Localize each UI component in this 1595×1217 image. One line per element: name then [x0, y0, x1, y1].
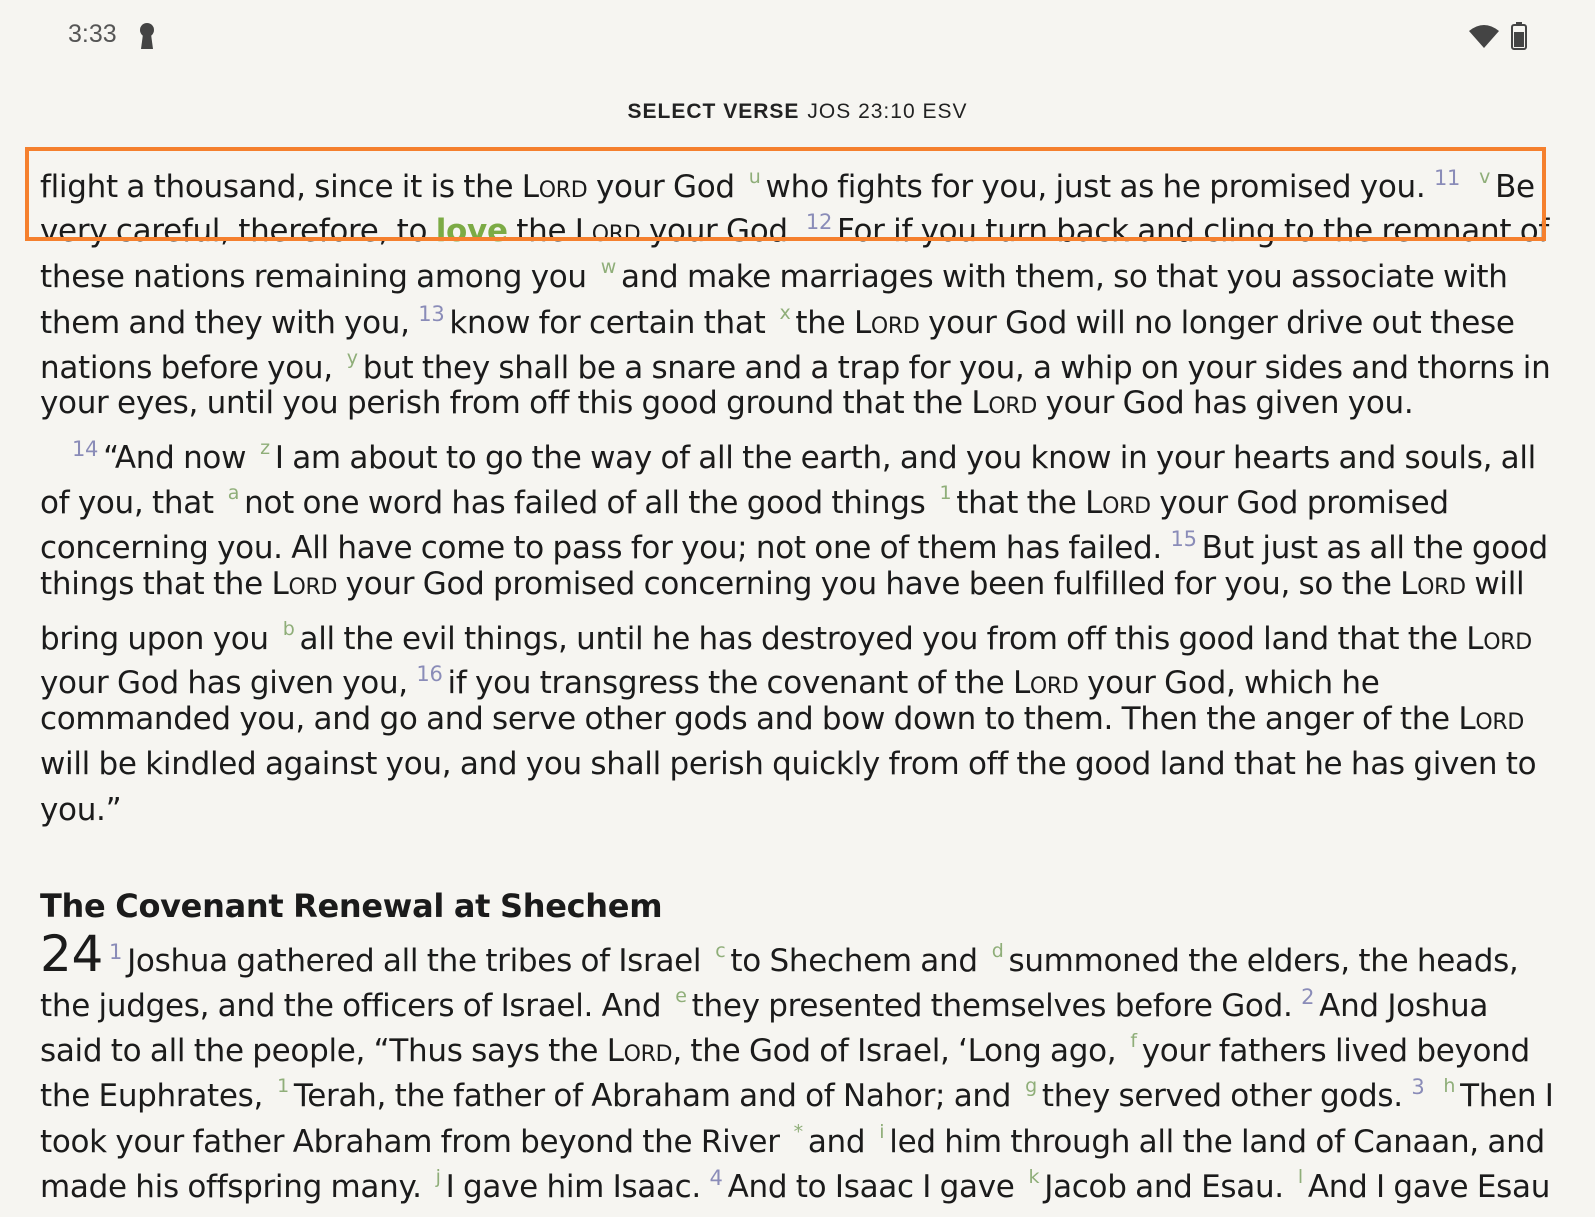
- text-line[interactable]: [40, 562, 1540, 607]
- text-line[interactable]: [40, 652, 1540, 702]
- verse-text[interactable]: them and they with you,: [40, 304, 410, 341]
- verse-text[interactable]: your God will no longer drive out these: [919, 304, 1515, 341]
- verse-number[interactable]: 15: [1170, 526, 1197, 551]
- divine-name[interactable]: Lord: [1458, 701, 1525, 738]
- header-label: SELECT VERSE: [627, 100, 800, 123]
- footnote-marker[interactable]: v: [1479, 166, 1491, 188]
- footnote-marker[interactable]: 1: [277, 1075, 289, 1098]
- verse-text[interactable]: nations before you,: [40, 349, 333, 386]
- verse-text[interactable]: And I gave Esau: [1307, 1168, 1551, 1205]
- footnote-marker[interactable]: 1: [939, 482, 952, 505]
- scripture-text[interactable]: [40, 155, 1554, 1205]
- verse-number[interactable]: 14: [72, 437, 99, 462]
- verse-text[interactable]: I gave him Isaac.: [445, 1168, 701, 1205]
- footnote-marker[interactable]: *: [793, 1120, 803, 1143]
- verse-text[interactable]: took your father Abraham from beyond the River: [40, 1123, 780, 1160]
- verse-number[interactable]: 11: [1433, 166, 1461, 190]
- text-line[interactable]: [40, 471, 1540, 522]
- text-line[interactable]: [40, 291, 1540, 341]
- verse-text[interactable]: that the: [956, 485, 1086, 522]
- verse-number[interactable]: 3: [1411, 1075, 1425, 1100]
- verse-text[interactable]: Terah, the father of Abraham and of Nahor; and: [293, 1078, 1012, 1115]
- verse-text[interactable]: your God has given you,: [40, 665, 408, 702]
- verse-text[interactable]: concerning you. All have come to pass for you; not one of them has failed.: [40, 529, 1162, 566]
- verse-text[interactable]: For if you turn back and cling to the remnant of: [837, 213, 1550, 250]
- verse-text[interactable]: , the God of Israel, ‘Long ago,: [672, 1033, 1117, 1070]
- verse-text[interactable]: the Euphrates,: [40, 1078, 264, 1115]
- verse-text[interactable]: Jacob and Esau.: [1044, 1168, 1284, 1205]
- footnote-marker[interactable]: f: [1130, 1030, 1137, 1053]
- verse-text[interactable]: your eyes, until you perish from off this good ground that the: [40, 384, 972, 421]
- verse-text[interactable]: commanded you, and go and serve other gods and bow down to them. Then the anger of the: [40, 701, 1459, 738]
- verse-text[interactable]: And Joshua: [1319, 988, 1489, 1024]
- verse-number[interactable]: 12: [805, 210, 833, 235]
- verse-text[interactable]: your God: [587, 169, 735, 205]
- verse-text[interactable]: Then I: [1460, 1078, 1554, 1115]
- verse-text[interactable]: but they shall be a snare and a trap for you, a whip on your sides and thorns in: [362, 349, 1551, 386]
- verse-number[interactable]: 2: [1301, 985, 1315, 1009]
- text-line[interactable]: [40, 607, 1540, 657]
- status-bar: [0, 0, 1595, 72]
- verse-text[interactable]: your God.: [640, 213, 798, 250]
- verse-text[interactable]: the: [507, 213, 575, 250]
- verse-number[interactable]: 13: [418, 301, 445, 326]
- divine-name[interactable]: Lord: [1085, 485, 1151, 522]
- text-line[interactable]: [40, 1019, 1540, 1070]
- section-heading: The Covenant Renewal at Shechem: [40, 886, 663, 925]
- status-time: 3:33: [68, 20, 117, 48]
- verse-text[interactable]: your fathers lived beyond: [1141, 1033, 1530, 1070]
- text-line[interactable]: [40, 426, 1540, 477]
- footnote-marker[interactable]: c: [715, 939, 726, 962]
- verse-text[interactable]: said to all the people, “Thus says the: [40, 1033, 607, 1070]
- verse-text[interactable]: the: [795, 304, 854, 341]
- text-line[interactable]: [40, 517, 1548, 566]
- text-line[interactable]: [40, 381, 1540, 426]
- key-icon: [138, 22, 156, 54]
- divine-name[interactable]: Lord: [1466, 620, 1532, 657]
- footnote-marker[interactable]: j: [435, 1165, 441, 1188]
- verse-text[interactable]: your God, which he: [1078, 665, 1380, 702]
- highlighted-word[interactable]: love: [435, 213, 508, 250]
- text-line[interactable]: [40, 1064, 1554, 1115]
- footnote-marker[interactable]: x: [779, 301, 791, 324]
- verse-text[interactable]: they served other gods.: [1041, 1078, 1403, 1115]
- verse-text[interactable]: they presented themselves before God.: [691, 988, 1293, 1024]
- footnote-marker[interactable]: w: [600, 256, 617, 279]
- wifi-icon: [1468, 24, 1500, 52]
- verse-text[interactable]: the judges, and the officers of Israel. And: [40, 988, 662, 1024]
- text-line[interactable]: [40, 245, 1540, 296]
- verse-select-header: [0, 100, 1595, 124]
- footnote-marker[interactable]: y: [346, 346, 358, 369]
- footnote-marker[interactable]: e: [675, 985, 687, 1007]
- verse-text[interactable]: Joshua gathered all the tribes of Israel: [127, 942, 702, 979]
- divine-name[interactable]: Lord: [574, 213, 641, 250]
- footnote-marker[interactable]: g: [1025, 1075, 1037, 1098]
- footnote-marker[interactable]: l: [1297, 1165, 1303, 1188]
- text-line[interactable]: [40, 788, 1540, 833]
- divine-name[interactable]: Lord: [1400, 565, 1466, 602]
- verse-text[interactable]: will: [1465, 565, 1525, 602]
- verse-text[interactable]: your God has given you.: [1037, 384, 1414, 421]
- footnote-marker[interactable]: i: [879, 1120, 885, 1143]
- chapter-number[interactable]: 24: [40, 924, 104, 983]
- text-line[interactable]: [40, 336, 1551, 386]
- verse-text[interactable]: bring upon you: [40, 620, 269, 657]
- text-line[interactable]: [40, 1110, 1545, 1160]
- verse-number[interactable]: 16: [416, 662, 443, 687]
- verse-text[interactable]: made his offspring many.: [40, 1168, 422, 1205]
- divine-name[interactable]: Lord: [271, 565, 338, 602]
- verse-text[interactable]: who fights for you, just as he promised you.: [765, 169, 1426, 205]
- divine-name[interactable]: Lord: [853, 304, 920, 341]
- divine-name[interactable]: Lord: [606, 1033, 673, 1070]
- text-line[interactable]: [40, 697, 1540, 742]
- text-line[interactable]: [40, 924, 1540, 983]
- verse-text[interactable]: summoned the elders, the heads,: [1008, 942, 1519, 979]
- footnote-marker[interactable]: k: [1028, 1165, 1040, 1188]
- verse-number[interactable]: 1: [109, 939, 123, 964]
- verse-number[interactable]: 4: [709, 1165, 723, 1190]
- selected-verse-highlight[interactable]: [25, 147, 1546, 241]
- divine-name[interactable]: Lord: [521, 169, 588, 205]
- verse-text[interactable]: know for certain that: [449, 304, 766, 341]
- battery-icon: [1511, 22, 1527, 54]
- verse-text[interactable]: all the evil things, until he has destroyed you from off this good land that the: [299, 620, 1467, 657]
- footnote-marker[interactable]: d: [991, 939, 1004, 962]
- verse-text[interactable]: your God promised concerning you have been fulfilled for you, so the: [337, 565, 1401, 602]
- verse-text[interactable]: you.”: [40, 791, 122, 828]
- verse-text[interactable]: these nations remaining among you: [40, 259, 587, 296]
- divine-name[interactable]: Lord: [971, 384, 1038, 421]
- verse-text[interactable]: “And now: [103, 440, 247, 477]
- header-reference[interactable]: JOS 23:10 ESV: [807, 100, 968, 123]
- verse-text[interactable]: Be: [1495, 169, 1535, 205]
- verse-text[interactable]: your God promised: [1150, 485, 1449, 522]
- verse-text[interactable]: not one word has failed of all the good things: [244, 485, 926, 522]
- verse-text[interactable]: will be kindled against you, and you shall perish quickly from off the good land that he has given to: [40, 746, 1537, 783]
- verse-text[interactable]: of you, that: [40, 485, 214, 522]
- verse-text[interactable]: things that the: [40, 565, 272, 602]
- verse-text[interactable]: And to Isaac I gave: [727, 1168, 1015, 1205]
- verse-text[interactable]: very careful, therefore, to: [40, 213, 436, 250]
- footnote-marker[interactable]: u: [748, 166, 761, 188]
- divine-name[interactable]: Lord: [1012, 665, 1079, 702]
- footnote-marker[interactable]: a: [227, 482, 240, 505]
- verse-text[interactable]: I am about to go the way of all the earth, and you know in your hearts and souls, all: [274, 440, 1536, 477]
- verse-text[interactable]: if you transgress the covenant of the: [447, 665, 1013, 702]
- verse-text[interactable]: and make marriages with them, so that you associate with: [621, 259, 1508, 296]
- verse-text[interactable]: But just as all the good: [1201, 529, 1548, 566]
- text-line[interactable]: [40, 1155, 1551, 1205]
- verse-text[interactable]: and: [807, 1123, 866, 1160]
- verse-text[interactable]: to Shechem and: [730, 942, 978, 979]
- text-line[interactable]: [40, 974, 1540, 1024]
- verse-text[interactable]: flight a thousand, since it is the: [40, 169, 522, 205]
- footnote-marker[interactable]: h: [1443, 1075, 1456, 1098]
- footnote-marker[interactable]: b: [282, 617, 295, 640]
- footnote-marker[interactable]: z: [260, 437, 270, 460]
- text-line[interactable]: [40, 742, 1540, 787]
- verse-text[interactable]: led him through all the land of Canaan, and: [889, 1123, 1545, 1160]
